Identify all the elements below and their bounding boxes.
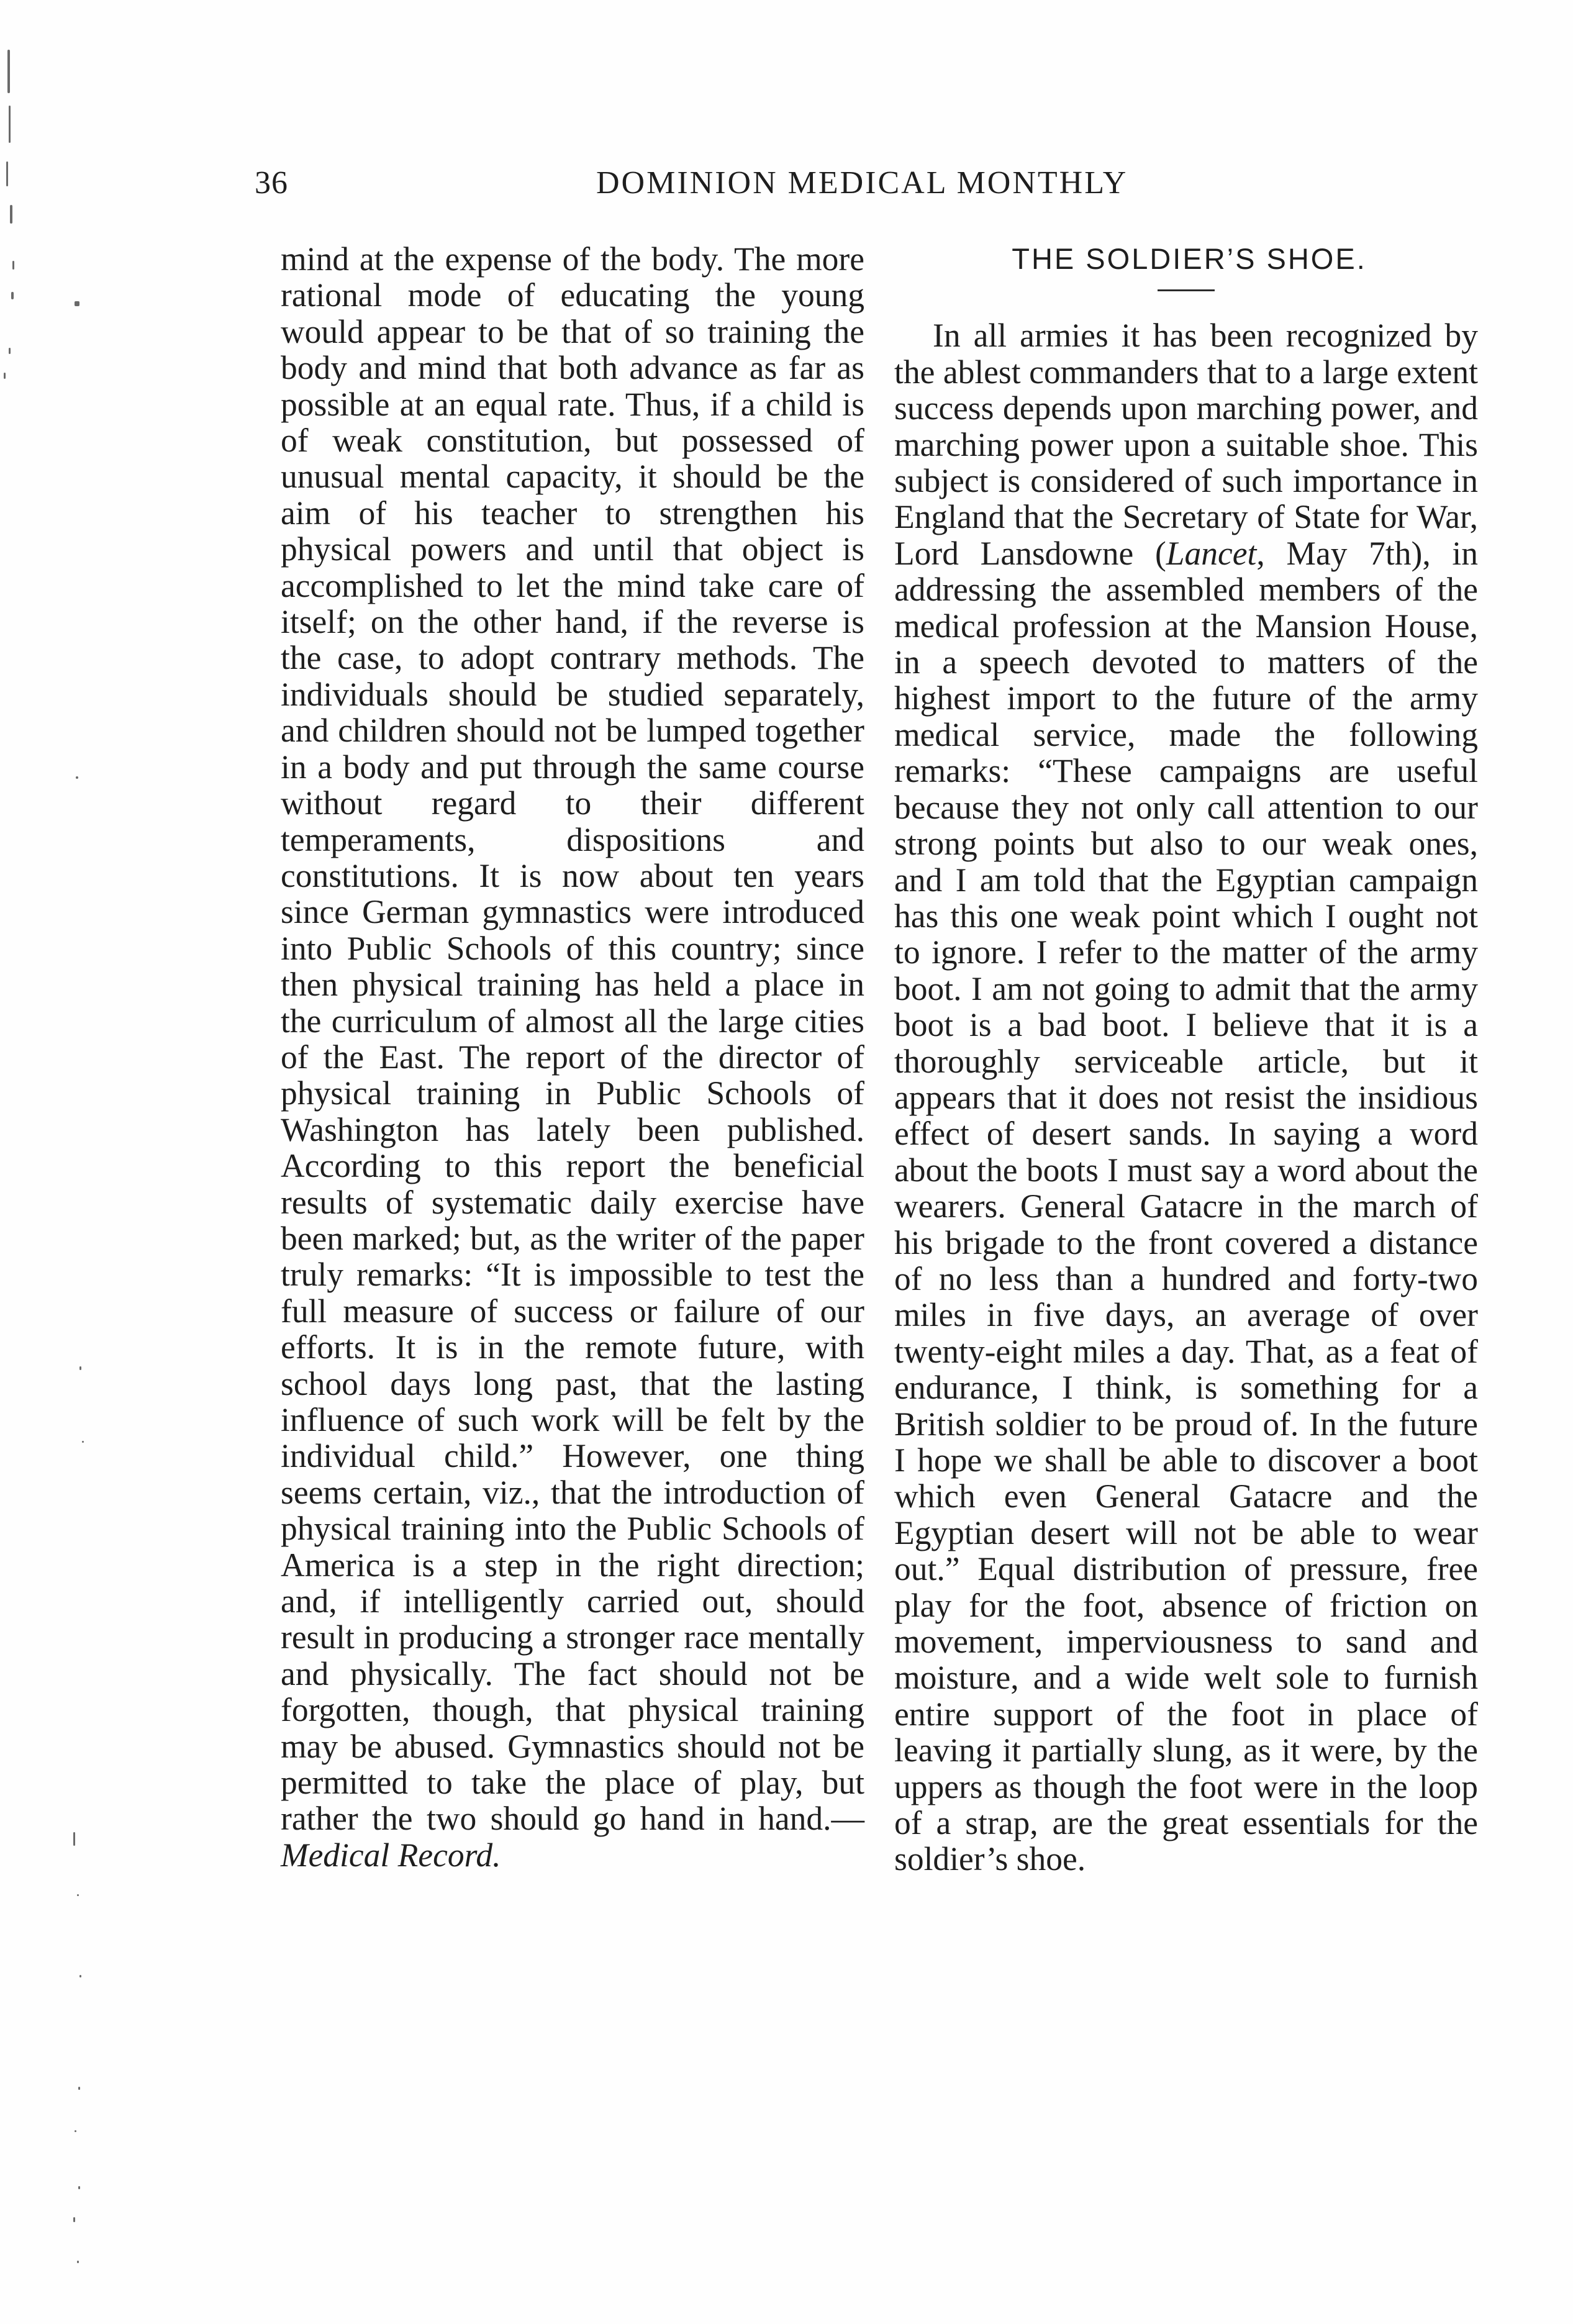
scan-speck [73, 2217, 75, 2222]
scan-speck [4, 373, 6, 379]
scan-edge-marks [0, 0, 93, 2324]
scan-speck [75, 2130, 76, 2132]
left-column [281, 241, 864, 1873]
right-column [894, 241, 1478, 1877]
scan-speck [12, 261, 14, 270]
title-rule [1158, 289, 1215, 291]
scan-speck [77, 2261, 79, 2263]
scan-speck [9, 348, 11, 354]
scan-speck [78, 2087, 80, 2090]
scan-speck [77, 1894, 79, 1896]
scan-speck [11, 292, 14, 299]
article-body-paragraph [894, 317, 1478, 1877]
article-title: THE SOLDIER’S SHOE. [1012, 242, 1367, 275]
scan-speck [73, 1832, 75, 1846]
article-body-text-before-citation: In all armies it has been recognized by the ablest commanders that to a large extent success depends upon marching power, and marching power upon a suitable shoe. This subject is considered of such importance in England that the Secretary of State for War, Lord Lansdowne ( [894, 317, 1478, 572]
scan-speck [79, 1366, 81, 1370]
scan-speck [7, 50, 10, 93]
left-column-paragraph [281, 241, 864, 1873]
scan-speck [10, 205, 12, 224]
scan-speck [82, 1441, 84, 1443]
left-column-text: mind at the expense of the body. The more rational mode of educating the young would appear to be that of so training the body and mind that both advance as far as possible at an equal rate. Thus, if a child is of weak constitution, but possessed of unusual mental capacity, it should be the aim of his teacher to strengthen his physical powers and until that object is accomplished to let the mind take care of itself; on the other hand, if the reverse is the case, to adopt contrary methods. The individuals should be studied separately, and children should not be lumped together in a body and put through the same course without regard to their different temperaments, dispositions and constitutions. It is now about ten years since German gymnastics were introduced into Public Schools of this country; since then physical training has held a place in the curriculum of almost all the large cities of the East. The report of the director of physical training in Public Schools of Washington has lately been published. According to this report the beneficial results of systematic daily exercise have been marked; but, as the writer of the paper truly remarks: “It is impossible to test the full measure of success or failure of our efforts. It is in the remote future, with school days long past, that the lasting influence of such work will be felt by the individual child.” However, one thing seems certain, viz., that the introduction of physical training into the Public Schools of America is a step in the right direction; and, if intelligently carried out, should result in producing a stronger race mentally and physically. The fact should not be forgotten, though, that physical training may be abused. Gymnastics should not be permitted to take the place of play, but rather the two should go hand in hand.— [281, 240, 864, 1838]
article-body-text-after-citation: , May 7th), in addressing the assembled members of the medical profession at the Mansion House, in a speech devoted to matters of the highest import to the future of the army medical service, made the following remarks: “These campaigns are useful because they not only call attention to our strong points but also to our weak ones, and I am told that the Egyptian campaign has this one weak point which I ought not to ignore. I refer to the matter of the army boot. I am not going to admit that the army boot is a bad boot. I believe that it is a thoroughly serviceable article, but it appears that it does not resist the insidious effect of desert sands. In saying a word about the boots I must say a word about the wearers. General Gatacre in the march of his brigade to the front covered a distance of no less than a hundred and forty-two miles in five days, an average of over twenty-eight miles a day. That, as a feat of endurance, I think, is something for a British soldier to be proud of. In the future I hope we shall be able to discover a boot which even General Gatacre and the Egyptian desert will not be able to wear out.” Equal distribution of pressure, free play for the foot, absence of friction on movement, imperviousness to sand and moisture, and a wide welt sole to furnish entire support of the foot in place of leaving it partially slung, as it were, by the uppers as though the foot were in the loop of a strap, are the great essentials for the soldier’s shoe. [894, 534, 1478, 1878]
page-number: 36 [255, 165, 288, 201]
scan-speck [79, 1975, 81, 1977]
scan-speck [6, 161, 8, 186]
scan-speck [75, 301, 79, 306]
scan-speck [9, 106, 11, 143]
journal-title: DOMINION MEDICAL MONTHLY [596, 165, 1128, 201]
scan-speck [76, 776, 78, 779]
article-source: Medical Record. [281, 1836, 501, 1874]
scan-speck [78, 2186, 80, 2189]
running-head [248, 155, 1205, 211]
article-citation: Lancet [1166, 534, 1257, 572]
